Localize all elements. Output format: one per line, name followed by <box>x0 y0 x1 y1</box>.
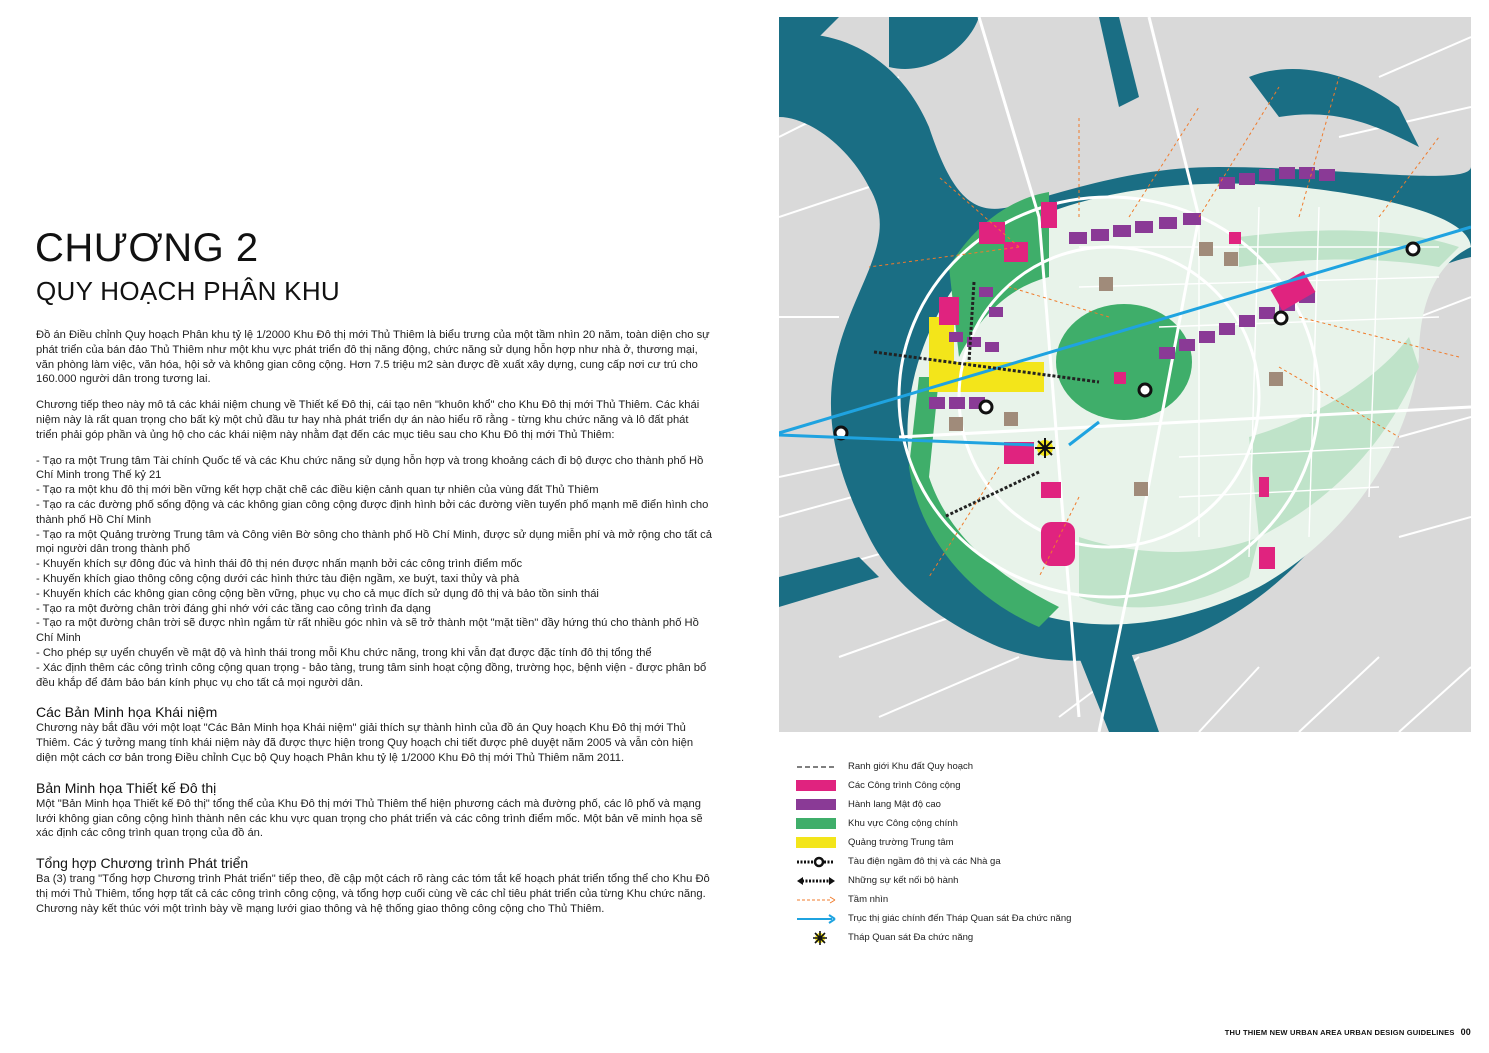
intro-paragraph-2: Chương tiếp theo này mô tả các khái niệm chung về Thiết kế Đô thị, cái tạo nên "khuôn khổ" cho Khu Đô thị mới Thủ Thiêm. Các khái niệm này là rất quan trọng cho bất kỳ một chủ đầu tư hay nhà phát triển dự án nào hiểu rõ rằng - từng khu chức năng và lô đất phát triển phải góp phần và ủng hộ cho các khái niệm này nhằm đạt đến các mục tiêu sau cho Khu Đô thị mới Thủ Thiêm: <box>36 399 700 441</box>
goal-item: - Khuyến khích sự đông đúc và hình thái đô thị nén được nhấn mạnh bởi các công trình điểm mốc <box>36 558 523 571</box>
chapter-title: CHƯƠNG 2 <box>35 226 259 270</box>
goal-item: - Tạo ra một Trung tâm Tài chính Quốc tế và các Khu chức năng sử dụng hỗn hợp và trong khoảng cách đi bộ được cho thành phố Hồ Chí Minh trong Thế kỷ 21 <box>36 454 704 482</box>
section-heading: Bản Minh họa Thiết kế Đô thị <box>36 779 217 796</box>
goal-item: - Tạo ra các đường phố sống động và các không gian công cộng được định hình bởi các đường viền tuyến phố mạnh mẽ điển hình cho thành phố Hồ Chí Minh <box>36 498 709 526</box>
legend-item <box>796 872 958 888</box>
observation-tower-icon <box>1035 438 1055 458</box>
legend-label: Các Công trình Công cộng <box>848 779 961 791</box>
legend-item <box>796 834 954 850</box>
page-number: 00 <box>1460 1027 1471 1037</box>
legend-label: Trục thị giác chính đến Tháp Quan sát Đa chức năng <box>848 912 1072 924</box>
legend-item <box>796 891 888 907</box>
section-text: Ba (3) trang "Tổng hợp Chương trình Phát triển" tiếp theo, đề cập một cách rõ ràng các tóm tắt kế hoạch phát triển tổng thể cho Khu Đô thị mới Thủ Thiêm, tổng hợp tất cả các công trình công cộng, và tổng hợp cuối cùng về các chỉ tiêu phát triển của từng Khu chức năng. Chương này kết thúc với một trình bày về mạng lưới giao thông và hệ thống giao thông công cộng cho Thủ Thiêm. <box>36 873 710 915</box>
legend-item <box>796 853 1001 869</box>
green-swatch-icon <box>796 817 836 829</box>
body-text <box>36 328 712 917</box>
yellow-swatch-icon <box>796 836 836 848</box>
goal-item: - Khuyến khích giao thông công cộng dưới các hình thức tàu điện ngầm, xe buýt, taxi thủy và phà <box>36 572 520 585</box>
legend-label: Tàu điện ngầm đô thị và các Nhà ga <box>848 855 1001 867</box>
legend-item <box>796 796 941 812</box>
section-text: Một "Bản Minh họa Thiết kế Đô thị" tổng thể của Khu Đô thị mới Thủ Thiêm thể hiện phương cách mà đường phố, các lô phố và mạng lưới không gian công cộng hình thành nên các khu vực quan trọng cho phát triển và các công trình điểm mốc. Một bản vẽ minh họa sẽ xác định các công trình quan trọng của đồ án. <box>36 797 703 840</box>
goal-item: - Tạo ra một Quảng trường Trung tâm và Công viên Bờ sông cho thành phố Hồ Chí Minh, được sử dụng miễn phí và mở rộng cho tất cả mọi người dân trong thành phố <box>36 528 712 556</box>
magenta-swatch-icon <box>796 779 836 791</box>
goal-item: - Khuyến khích các không gian công cộng bền vững, phục vụ cho cả mục đích sử dụng đô thị và bảo tồn sinh thái <box>36 587 599 600</box>
legend-item <box>796 777 960 793</box>
map-drawing <box>779 17 1471 732</box>
purple-swatch-icon <box>796 798 836 810</box>
legend-label: Hành lang Mật độ cao <box>848 798 941 810</box>
master-plan-map <box>779 17 1471 732</box>
goal-item: - Tạo ra một đường chân trời đáng ghi nhớ với các tầng cao công trình đa dạng <box>36 602 431 615</box>
goal-list <box>36 454 712 691</box>
intro-paragraph-1: Đồ án Điều chỉnh Quy hoạch Phân khu tỷ lệ 1/2000 Khu Đô thị mới Thủ Thiêm là biểu trưng của một tầm nhìn 20 năm, toàn diện cho sự phát triển của bán đảo Thủ Thiêm như một khu vực phát triển đô thị năng động, chức năng sử dụng hỗn hợp như nhà ở, thương mại, văn phòng làm việc, văn hóa, hội sở và không gian công cộng. Hơn 7.5 triệu m2 sàn được đề xuất xây dựng, cung cấp nơi cư trú cho 160.000 người dân trong tương lai. <box>36 329 710 386</box>
legend-label: Khu vực Công cộng chính <box>848 817 958 829</box>
pedestrian-arrows-icon <box>796 874 836 886</box>
goal-item: - Cho phép sự uyển chuyển về mật độ và hình thái trong mỗi Khu chức năng, trong khi vẫn đạt được đặc tính đô thị tổng thể <box>36 646 652 659</box>
legend-label: Ranh giới Khu đất Quy hoạch <box>848 760 974 772</box>
goal-item: - Xác định thêm các công trình công cộng quan trọng - bảo tàng, trung tâm sinh hoạt cộng đồng, trường học, bệnh viện - được phân bổ đều khắp để đảm bảo bán kính phục vụ cho tất cả mọi người dân. <box>36 661 707 689</box>
legend-item <box>796 815 958 831</box>
section-heading: Tổng hợp Chương trình Phát triển <box>36 855 249 872</box>
legend-label: Những sự kết nối bộ hành <box>848 874 959 886</box>
chapter-subtitle: QUY HOẠCH PHÂN KHU <box>36 276 340 306</box>
legend-item <box>796 758 973 774</box>
legend-label: Quảng trường Trung tâm <box>848 836 954 848</box>
view-arrow-icon <box>796 893 836 905</box>
footer-title: THU THIEM NEW URBAN AREA URBAN DESIGN GUIDELINES <box>1224 1028 1455 1037</box>
goal-item: - Tạo ra một khu đô thị mới bền vững kết hợp chặt chẽ các điều kiện cảnh quan tự nhiên của vùng đất Thủ Thiêm <box>36 484 599 497</box>
metro-station-icon <box>796 855 836 867</box>
legend-item <box>796 929 973 945</box>
legend-label: Tầm nhìn <box>848 893 889 905</box>
tower-star-icon <box>796 931 836 943</box>
section-text: Chương này bắt đầu với một loạt "Các Bản Minh họa Khái niệm" giải thích sự thành hình của đồ án Quy hoạch Khu Đô thị mới Thủ Thiêm. Các ý tưởng mang tính khái niệm này đã được thực hiện trong Quy hoạch chi tiết được phê duyệt năm 2005 và vẫn còn hiện diện một cách cơ bản trong Điều chỉnh Cục bộ Quy hoạch Phân khu tỷ lệ 1/2000 Khu Đô thị mới Thủ Thiêm năm 2011. <box>36 722 694 764</box>
legend-item <box>796 910 1071 926</box>
goal-item: - Tạo ra một đường chân trời sẽ được nhìn ngắm từ rất nhiều góc nhìn và sẽ trở thành một "mặt tiền" đầy hứng thú cho thành phố Hồ Chí Minh <box>36 617 699 645</box>
section-heading: Các Bản Minh họa Khái niệm <box>36 704 218 721</box>
page-footer <box>1225 1027 1471 1037</box>
visual-axis-arrow-icon <box>796 912 836 924</box>
legend-label: Tháp Quan sát Đa chức năng <box>848 931 974 943</box>
dashed-boundary-icon <box>796 760 836 772</box>
